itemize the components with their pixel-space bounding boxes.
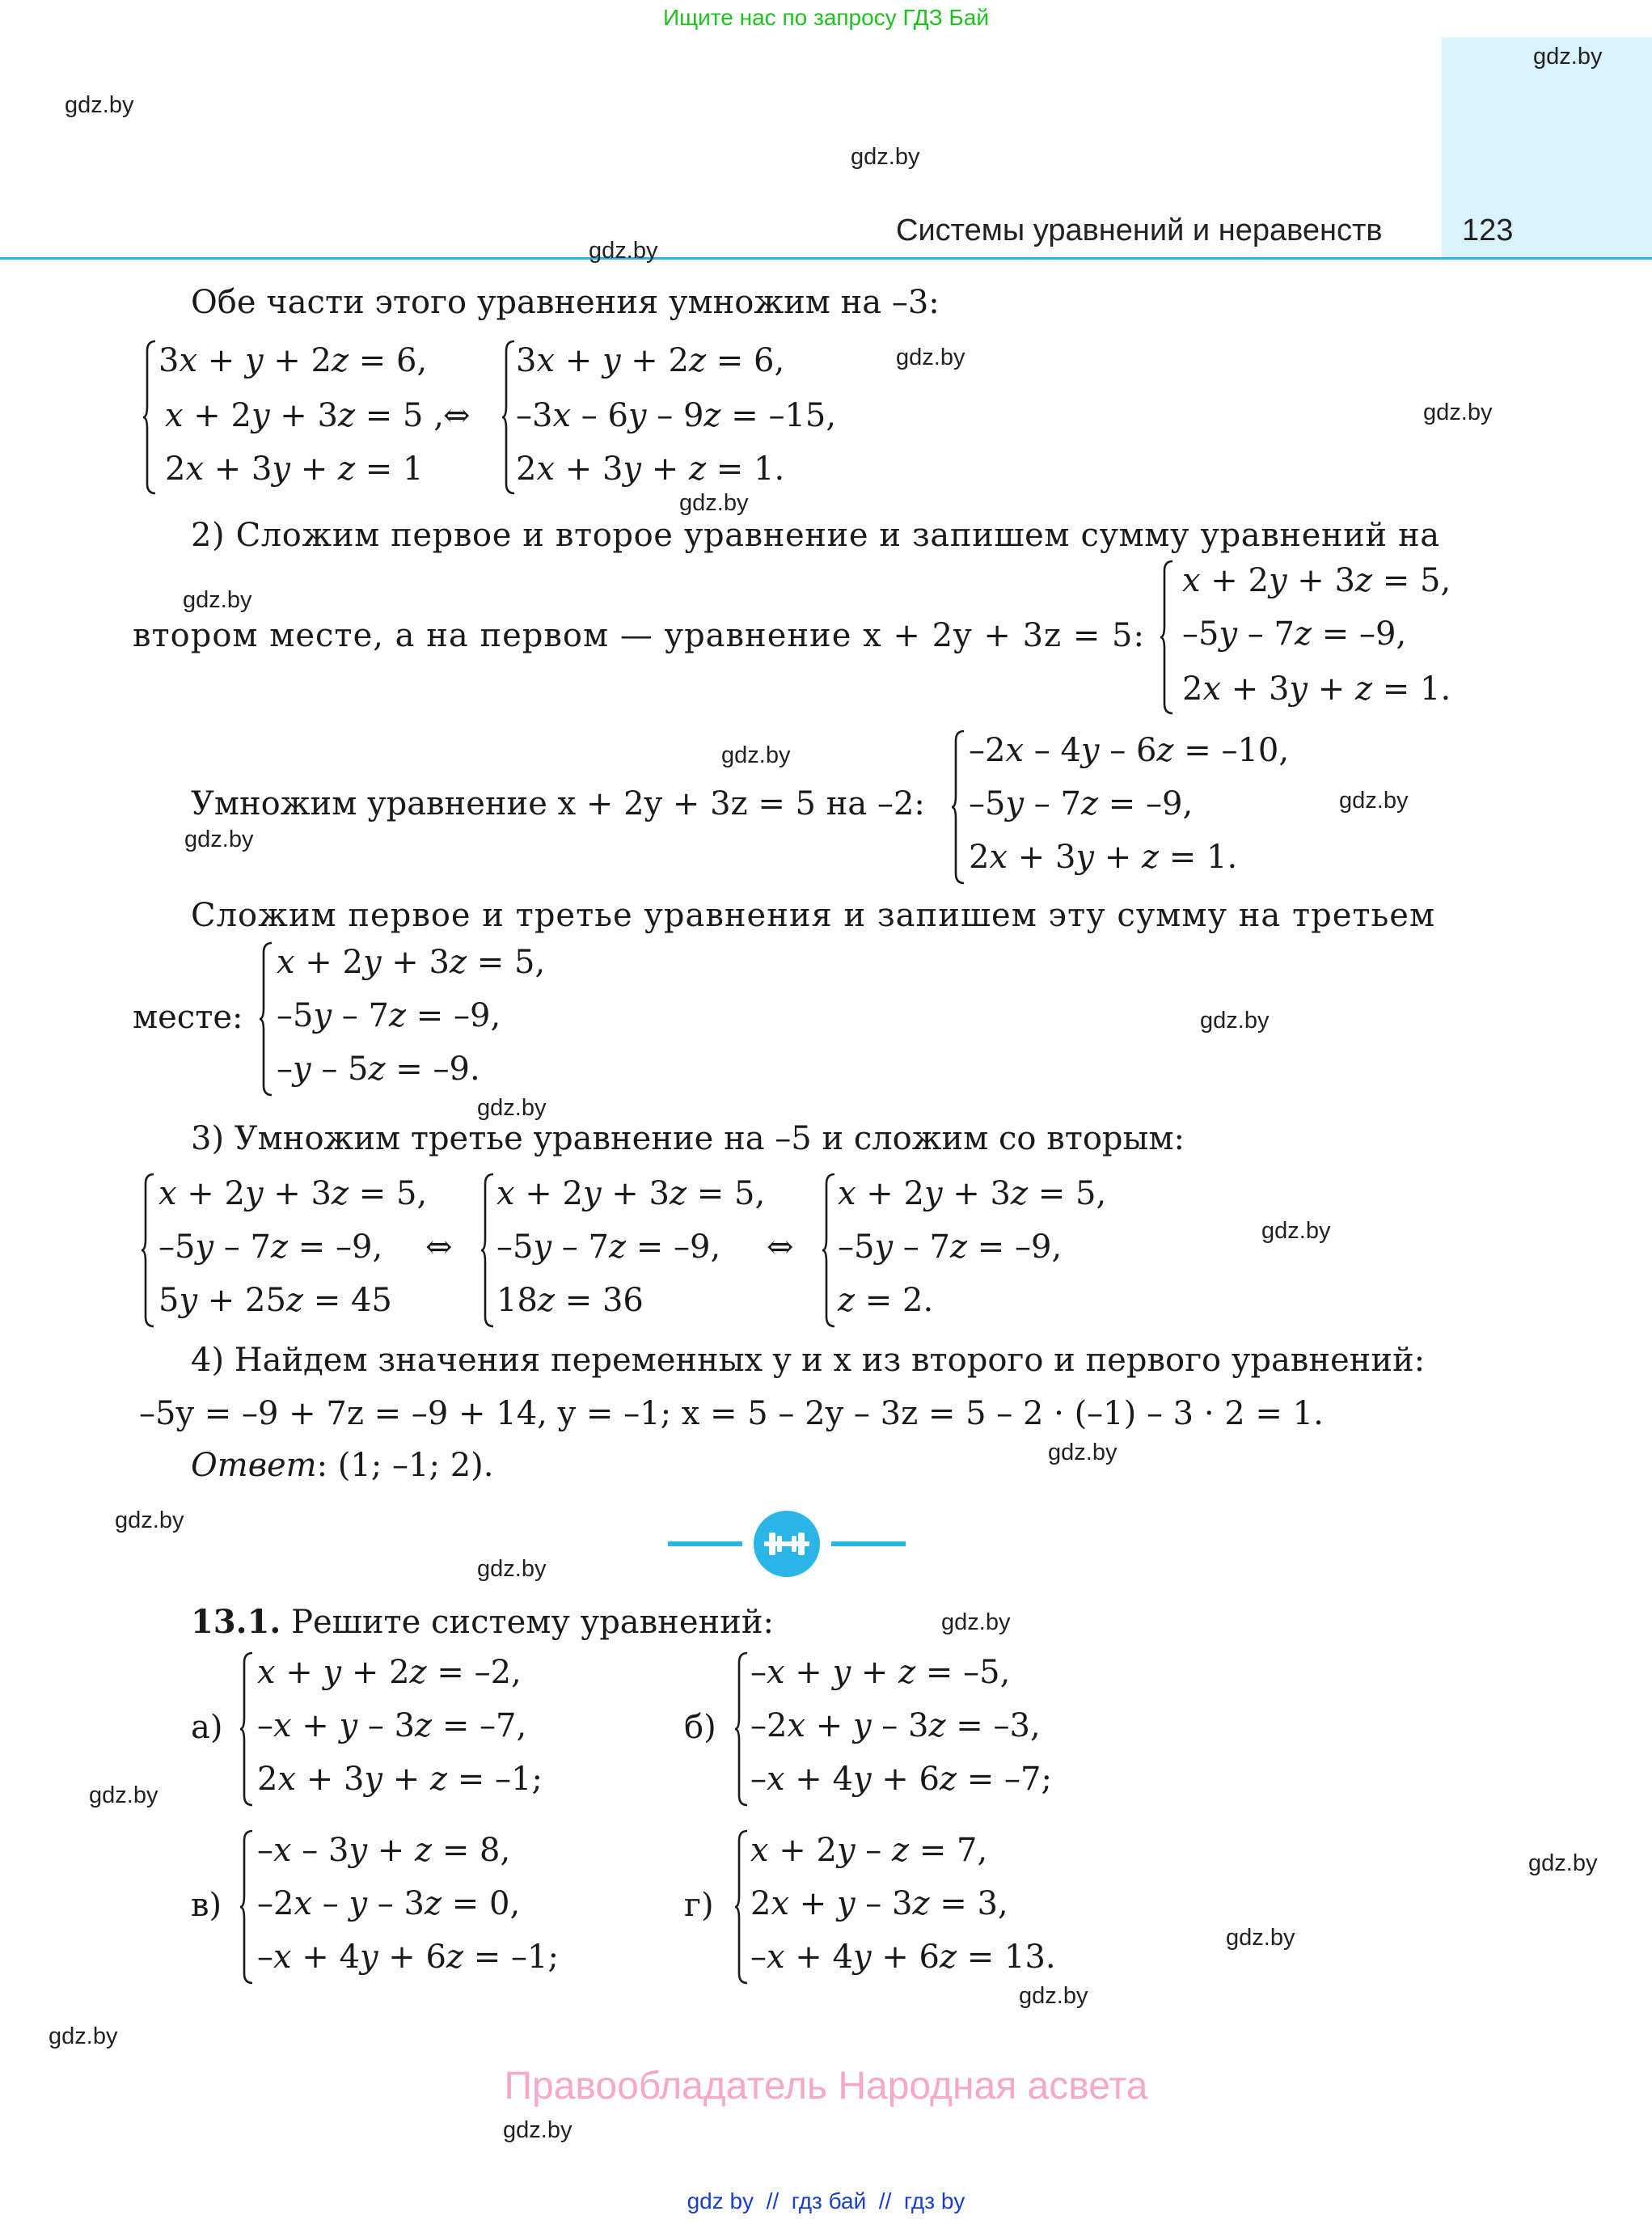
exercise-number: 13.1. <box>191 1603 281 1641</box>
paragraph: Сложим первое и третье уравнения и запишем эту сумму на третьем <box>191 897 1436 934</box>
chapter-title: Системы уравнений и неравенств <box>896 214 1383 247</box>
divider-right <box>831 1541 906 1546</box>
equation: 18z = 36 <box>496 1282 644 1319</box>
equation: –x – 3y + z = 8, <box>257 1832 511 1869</box>
exercise-title: Решите систему уравнений: <box>291 1604 774 1641</box>
equation: –x + 4y + 6z = –7; <box>750 1761 1052 1798</box>
paragraph: 2) Сложим первое и второе уравнение и запишем сумму уравнений на <box>191 517 1440 554</box>
system-brace <box>239 1651 254 1807</box>
item-label: б) <box>684 1709 716 1746</box>
equation: –x + y + z = –5, <box>750 1654 1011 1691</box>
watermark: gdz.by <box>679 490 749 516</box>
system-brace <box>734 1651 749 1807</box>
equation: 2x + 3y + z = 1. <box>1182 670 1451 708</box>
paragraph: 3) Умножим третье уравнение на –5 и сложим со вторым: <box>191 1120 1185 1157</box>
equation: 2x + y – 3z = 3, <box>750 1885 1008 1922</box>
watermark: gdz.by <box>89 1782 158 1808</box>
equivalence-sign: ⇔ <box>767 1228 794 1266</box>
paragraph: 4) Найдем значения переменных y и x из второго и первого уравнений: <box>191 1342 1426 1379</box>
paragraph: Обе части этого уравнения умножим на –3: <box>191 284 940 321</box>
equation: x + 2y + 3z = 5, <box>838 1175 1107 1212</box>
equation: –2x – 4y – 6z = –10, <box>969 732 1290 769</box>
watermark: gdz.by <box>1533 44 1603 70</box>
paragraph: Умножим уравнение x + 2y + 3z = 5 на –2: <box>191 785 925 822</box>
watermark: gdz.by <box>115 1507 184 1533</box>
equivalence-sign: ⇔ <box>443 397 471 434</box>
system-brace <box>239 1829 254 1985</box>
watermark: gdz.by <box>896 345 965 370</box>
system-brace <box>142 340 157 495</box>
equation: x + y + 2z = –2, <box>257 1654 522 1691</box>
equation: –5y – 7z = –9, <box>838 1228 1063 1266</box>
system-brace <box>501 340 516 495</box>
equation: 2x + 3y + z = 1. <box>516 450 785 488</box>
equation: –2x + y – 3z = –3, <box>750 1707 1041 1744</box>
watermark: gdz.by <box>49 2023 118 2049</box>
system-brace <box>734 1829 749 1985</box>
divider-left <box>668 1541 742 1546</box>
page-number: 123 <box>1462 214 1514 247</box>
watermark: gdz.by <box>65 92 134 118</box>
system-brace <box>480 1173 495 1328</box>
equation: 5y + 25z = 45 <box>158 1282 392 1319</box>
footer-links[interactable]: gdz by // гдз бай // гдз by <box>687 2188 965 2213</box>
watermark: gdz.by <box>184 827 254 852</box>
item-label: г) <box>684 1887 714 1924</box>
watermark: gdz.by <box>1528 1850 1598 1876</box>
equation: x + 2y + 3z = 5 , <box>165 397 444 434</box>
watermark: gdz.by <box>1200 1008 1270 1034</box>
equation: 2x + 3y + z = 1 <box>165 450 424 488</box>
equation: 3x + y + 2z = 6, <box>516 342 785 379</box>
watermark: gdz.by <box>1339 788 1409 814</box>
answer-value: : (1; –1; 2). <box>316 1447 494 1484</box>
equation: –x + 4y + 6z = –1; <box>257 1939 559 1976</box>
watermark: gdz.by <box>1226 1925 1295 1951</box>
equation: 2x + 3y + z = 1. <box>969 839 1238 876</box>
equation: –5y – 7z = –9, <box>277 997 501 1034</box>
equation: x + 2y + 3z = 5, <box>1182 562 1451 599</box>
equation: –5y – 7z = –9, <box>1182 615 1407 653</box>
watermark: gdz.by <box>183 587 252 613</box>
watermark: gdz.by <box>1261 1218 1331 1244</box>
equation: x + 2y + 3z = 5, <box>158 1175 428 1212</box>
watermark: gdz.by <box>477 1556 547 1582</box>
equation: –5y – 7z = –9, <box>158 1228 383 1266</box>
paragraph: месте: <box>133 999 243 1036</box>
item-label: в) <box>191 1887 222 1924</box>
system-brace <box>141 1173 155 1328</box>
watermark: gdz.by <box>589 238 658 264</box>
system-brace <box>1160 560 1174 715</box>
watermark: gdz.by <box>851 144 920 170</box>
equation: –y – 5z = –9. <box>277 1051 480 1088</box>
equation: –5y – 7z = –9, <box>969 785 1194 822</box>
system-brace <box>951 729 965 885</box>
answer-label: Ответ <box>191 1447 317 1484</box>
item-label: а) <box>191 1709 223 1746</box>
watermark: gdz.by <box>1048 1440 1118 1465</box>
equation: x + 2y + 3z = 5, <box>496 1175 766 1212</box>
watermark: gdz.by <box>941 1609 1011 1635</box>
equation: –x + y – 3z = –7, <box>257 1707 527 1744</box>
watermark: gdz.by <box>1423 400 1493 425</box>
watermark: gdz.by <box>721 742 791 768</box>
system-brace <box>259 941 273 1097</box>
equation: x + 2y + 3z = 5, <box>277 944 546 981</box>
equation: –x + 4y + 6z = 13. <box>750 1939 1056 1976</box>
paragraph: втором месте, а на первом — уравнение x + 2y + 3z = 5: <box>133 617 1145 654</box>
watermark: gdz.by <box>477 1095 547 1121</box>
exercise-heading <box>191 1603 774 1641</box>
system-brace <box>822 1173 836 1328</box>
equation: 3x + y + 2z = 6, <box>158 342 428 379</box>
equation: z = 2. <box>838 1282 934 1319</box>
equation: –3x – 6y – 9z = –15, <box>516 397 837 434</box>
equation: x + 2y – z = 7, <box>750 1832 988 1869</box>
answer <box>191 1449 493 1482</box>
equation: –5y – 7z = –9, <box>496 1228 721 1266</box>
top-banner[interactable]: Ищите нас по запросу ГДЗ Бай <box>662 5 990 30</box>
equivalence-sign: ⇔ <box>425 1228 453 1266</box>
watermark: gdz.by <box>503 2117 572 2143</box>
equation: –2x – y – 3z = 0, <box>257 1885 521 1922</box>
dumbbell-icon <box>754 1511 820 1577</box>
copyright: Правообладатель Народная асвета <box>504 2065 1148 2108</box>
header-rule <box>0 257 1652 260</box>
equation: 2x + 3y + z = –1; <box>257 1761 543 1798</box>
calculation: –5y = –9 + 7z = –9 + 14, y = –1; x = 5 – 2y – 3z = 5 – 2 · (–1) – 3 · 2 = 1. <box>139 1395 1324 1432</box>
watermark: gdz.by <box>1019 1983 1088 2009</box>
